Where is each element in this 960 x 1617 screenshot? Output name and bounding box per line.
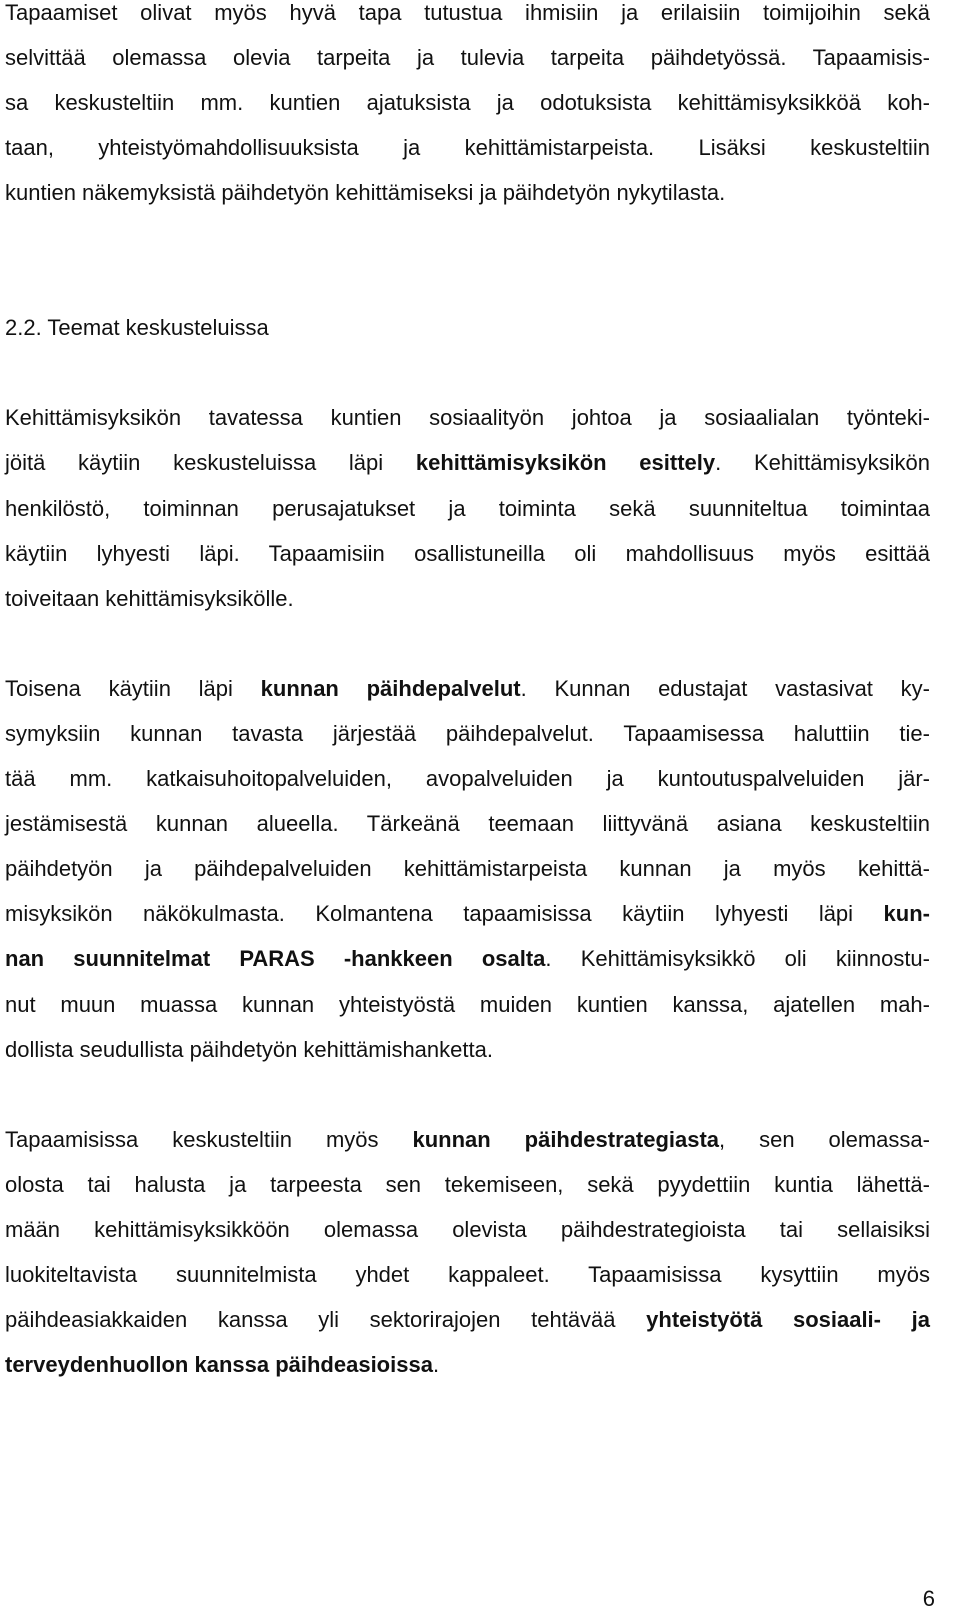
paragraph-3-line-3: tää mm. katkaisuhoitopalveluiden, avopalveluiden ja kuntoutuspalveluiden jär- (5, 766, 930, 791)
text-run: . (432, 1352, 440, 1377)
paragraph-4-line-3: mään kehittämisyksikköön olemassa olevista päihdestrategioista tai sellaisiksi (5, 1217, 930, 1242)
bold-phrase: kunnan päihdepalvelut (260, 676, 521, 701)
text-run: . Kehittämisyksikkö oli kiinnostu- (545, 946, 930, 971)
page-number: 6 (922, 1586, 935, 1611)
paragraph-4-line-4: luokiteltavista suunnitelmista yhdet kappaleet. Tapaamisissa kysyttiin myös (5, 1262, 930, 1287)
bold-phrase: yhteistyötä sosiaali- ja (646, 1307, 930, 1332)
paragraph-1-line-1: Tapaamiset olivat myös hyvä tapa tutustua ihmisiin ja erilaisiin toimijoihin sekä (5, 0, 930, 25)
section-heading: 2.2. Teemat keskusteluissa (5, 315, 269, 340)
bold-phrase: kehittämisyksikön esittely (415, 450, 716, 475)
paragraph-2-line-3: henkilöstö, toiminnan perusajatukset ja toiminta sekä suunniteltua toimintaa (5, 496, 930, 521)
paragraph-2-line-2 (5, 448, 930, 478)
paragraph-3-line-7 (5, 944, 930, 974)
paragraph-4-line-1 (5, 1125, 930, 1155)
text-run: Tapaamisissa keskusteltiin myös (5, 1127, 413, 1152)
text-run: Toisena käytiin läpi (5, 676, 261, 701)
bold-phrase: terveydenhuollon kanssa päihdeasioissa (5, 1352, 433, 1377)
bold-phrase: nan suunnitelmat PARAS -hankkeen osalta (5, 946, 546, 971)
text-run: päihdeasiakkaiden kanssa yli sektorirajojen tehtävää (5, 1307, 647, 1332)
bold-phrase: kun- (883, 901, 930, 926)
paragraph-3-line-2: symyksiin kunnan tavasta järjestää päihdepalvelut. Tapaamisessa haluttiin tie- (5, 721, 930, 746)
text-run: misyksikön näkökulmasta. Kolmantena tapaamisissa käytiin lyhyesti läpi (5, 901, 884, 926)
paragraph-2-line-4: käytiin lyhyesti läpi. Tapaamisiin osallistuneilla oli mahdollisuus myös esittää (5, 541, 930, 566)
paragraph-4-line-5 (5, 1305, 930, 1335)
text-run: . Kunnan edustajat vastasivat ky- (520, 676, 930, 701)
paragraph-4-line-2: olosta tai halusta ja tarpeesta sen tekemiseen, sekä pyydettiin kuntia lähettä- (5, 1172, 930, 1197)
bold-phrase: kunnan päihdestrategiasta (412, 1127, 720, 1152)
text-run: , sen olemassa- (719, 1127, 930, 1152)
paragraph-1-line-3: sa keskusteltiin mm. kuntien ajatuksista ja odotuksista kehittämisyksikköä koh- (5, 90, 930, 115)
paragraph-1-line-5: kuntien näkemyksistä päihdetyön kehittämiseksi ja päihdetyön nykytilasta. (5, 180, 726, 205)
paragraph-3-line-5: päihdetyön ja päihdepalveluiden kehittämistarpeista kunnan ja myös kehittä- (5, 856, 930, 881)
paragraph-2-line-5: toiveitaan kehittämisyksikölle. (5, 586, 294, 611)
paragraph-1-line-4: taan, yhteistyömahdollisuuksista ja kehittämistarpeista. Lisäksi keskusteltiin (5, 135, 930, 160)
paragraph-2-line-1: Kehittämisyksikön tavatessa kuntien sosiaalityön johtoa ja sosiaalialan työnteki- (5, 405, 930, 430)
text-run: jöitä käytiin keskusteluissa läpi (5, 450, 416, 475)
paragraph-1-line-2: selvittää olemassa olevia tarpeita ja tulevia tarpeita päihdetyössä. Tapaamisis- (5, 45, 930, 70)
paragraph-3-line-6 (5, 899, 930, 929)
paragraph-3-line-1 (5, 674, 930, 704)
paragraph-3-line-9: dollista seudullista päihdetyön kehittämishanketta. (5, 1037, 493, 1062)
paragraph-3-line-8: nut muun muassa kunnan yhteistyöstä muiden kuntien kanssa, ajatellen mah- (5, 992, 930, 1017)
paragraph-3-line-4: jestämisestä kunnan alueella. Tärkeänä teemaan liittyvänä asiana keskusteltiin (5, 811, 930, 836)
paragraph-4-line-6 (5, 1350, 930, 1380)
text-run: . Kehittämisyksikön (715, 450, 931, 475)
